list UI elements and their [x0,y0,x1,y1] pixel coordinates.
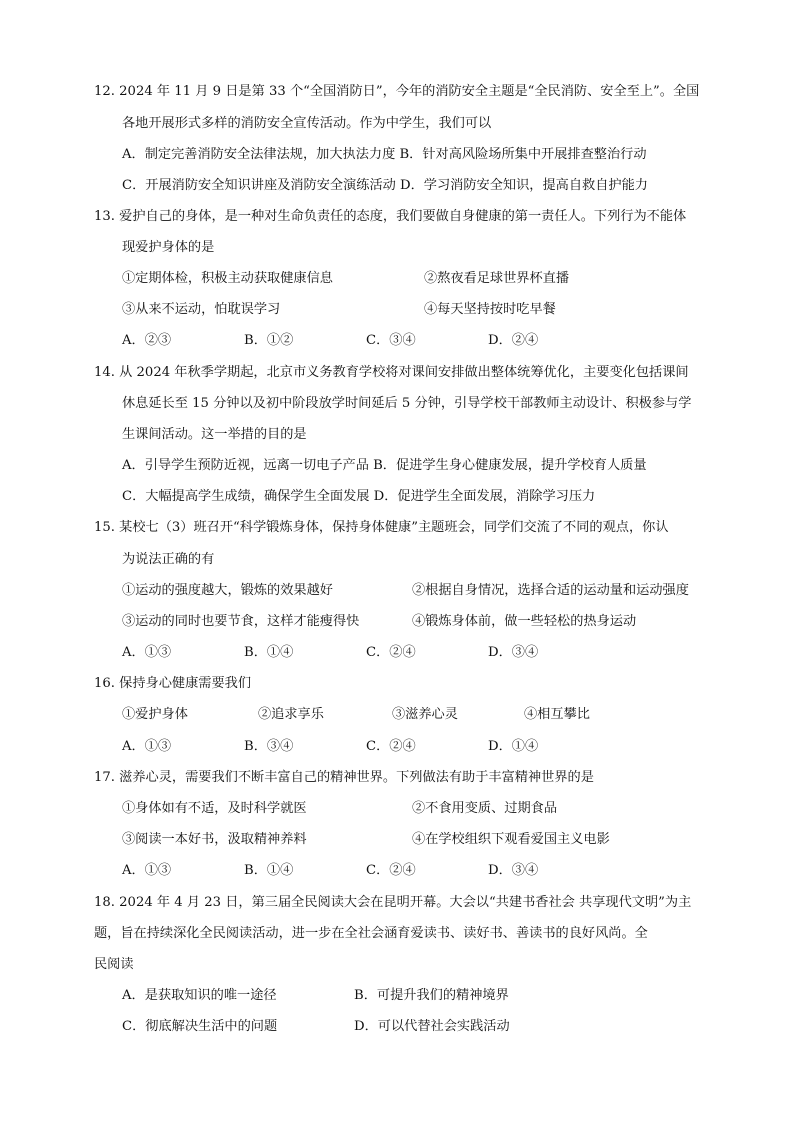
q16-statement-3: ③滋养心灵 [392,707,458,722]
q16-option-a: A．①③ [122,739,172,754]
q15-statement-3: ③运动的同时也要节食，这样才能瘦得快 [122,614,360,629]
q16-statement-1: ①爱护身体 [122,707,188,722]
q13-statement-2: ②熬夜看足球世界杯直播 [424,271,570,286]
q13-statement-3: ③从来不运动，怕耽误学习 [122,302,281,317]
q18-option-b: B．可提升我们的精神境界 [354,988,509,1003]
q17-option-c: C．②④ [366,863,416,878]
q17-stem-line1: 17. 滋养心灵，需要我们不断丰富自己的精神世界。下列做法有助于丰富精神世界的是 [94,770,594,785]
q14-stem-line1: 14. 从 2024 年秋季学期起，北京市义务教育学校将对课间安排做出整体统筹优化，主要变化包括课间 [94,365,689,380]
q15-option-d: D．③④ [488,645,539,660]
q17-option-a: A．①③ [122,863,172,878]
q17-statement-3: ③阅读一本好书，汲取精神养料 [122,832,307,847]
q18-stem-line3: 民阅读 [94,957,134,972]
q17-statement-4: ④在学校组织下观看爱国主义电影 [412,832,610,847]
q17-option-d: D．③④ [488,863,539,878]
q18-stem-line2: 题，旨在持续深化全民阅读活动，进一步在全社会涵育爱读书、读好书、善读书的良好风尚。全 [94,926,648,941]
q12-stem-line2: 各地开展形式多样的消防安全宣传活动。作为中学生，我们可以 [122,116,492,131]
q13-option-b: B．①② [244,333,294,348]
q16-option-c: C．②④ [366,739,416,754]
q15-statement-2: ②根据自身情况，选择合适的运动量和运动强度 [412,583,689,598]
q15-option-a: A．①③ [122,645,172,660]
q18-option-c: C．彻底解决生活中的问题 [122,1019,278,1034]
q15-stem-line1: 15. 某校七（3）班召开“科学锻炼身体，保持身体健康”主题班会，同学们交流了不同的观点，你认 [94,520,669,535]
q13-option-c: C．③④ [366,333,416,348]
q12-stem-line1: 12. 2024 年 11 月 9 日是第 33 个“全国消防日”，今年的消防安全主题是“全民消防、安全至上”。全国 [94,84,700,99]
q13-option-a: A．②③ [122,333,172,348]
q13-stem-line2: 现爱护身体的是 [122,240,215,255]
q14-stem-line3: 生课间活动。这一举措的目的是 [122,427,307,442]
q17-statement-2: ②不食用变质、过期食品 [412,801,558,816]
q18-option-a: A．是获取知识的唯一途径 [122,988,277,1003]
q16-option-d: D．①④ [488,739,539,754]
q16-stem-line1: 16. 保持身心健康需要我们 [94,676,252,691]
q16-option-b: B．③④ [244,739,294,754]
q15-option-c: C．②④ [366,645,416,660]
q13-statement-4: ④每天坚持按时吃早餐 [424,302,556,317]
q15-option-b: B．①④ [244,645,294,660]
q12-options-ab: A．制定完善消防安全法律法规，加大执法力度 B．针对高风险场所集中开展排查整治行动 [122,147,647,162]
q18-option-d: D．可以代替社会实践活动 [354,1019,510,1034]
q16-statement-4: ④相互攀比 [524,707,590,722]
q14-options-ab: A．引导学生预防近视，远离一切电子产品 B．促进学生身心健康发展，提升学校育人质量 [122,458,647,473]
q13-option-d: D．②④ [488,333,539,348]
q16-statement-2: ②追求享乐 [258,707,324,722]
q15-stem-line2: 为说法正确的有 [122,552,215,567]
q13-statement-1: ①定期体检，积极主动获取健康信息 [122,271,333,286]
q14-stem-line2: 休息延长至 15 分钟以及初中阶段放学时间延后 5 分钟，引导学校干部教师主动设计、积极参与学 [122,396,692,411]
q15-statement-4: ④锻炼身体前，做一些轻松的热身运动 [412,614,637,629]
q13-stem-line1: 13. 爱护自己的身体，是一种对生命负责任的态度，我们要做自身健康的第一责任人。下列行为不能体 [94,209,687,224]
q14-options-cd: C．大幅提高学生成绩，确保学生全面发展 D．促进学生全面发展，消除学习压力 [122,489,596,504]
q17-statement-1: ①身体如有不适，及时科学就医 [122,801,307,816]
q17-option-b: B．①④ [244,863,294,878]
q12-options-cd: C．开展消防安全知识讲座及消防安全演练活动 D．学习消防安全知识，提高自救自护能力 [122,178,648,193]
q15-statement-1: ①运动的强度越大，锻炼的效果越好 [122,583,333,598]
q18-stem-line1: 18. 2024 年 4 月 23 日，第三届全民阅读大会在昆明开幕。大会以“共建书香社会 共享现代文明”为主 [94,895,692,910]
